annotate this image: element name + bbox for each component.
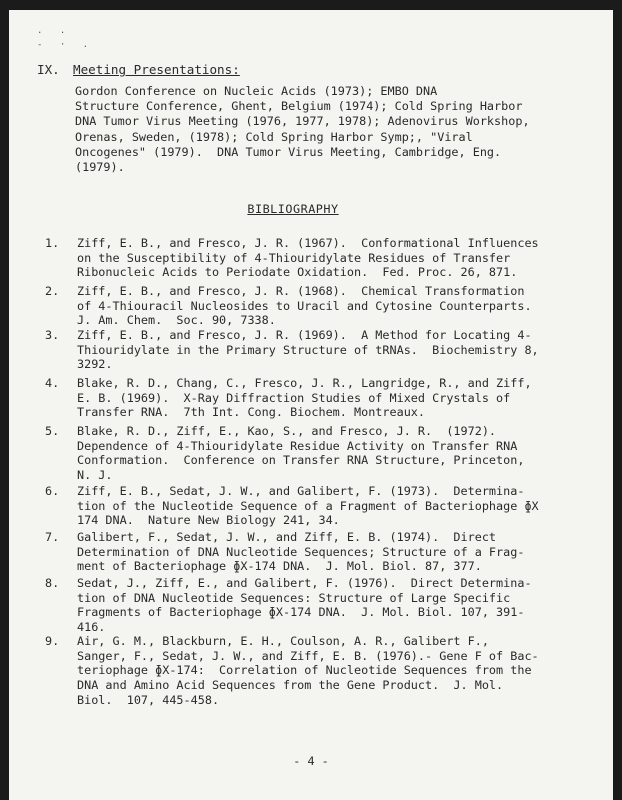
section-body: Gordon Conference on Nucleic Acids (1973); EMBO DNA Structure Conference, Ghent, Belgium (1974); Cold Spring Harbor DNA Tumor Virus Meeting (1976, 1977, 1978); Adenovirus Workshop, Orenas, Sweden, (1978); Cold Spring Harbor Symp;, "Viral Oncogenes" (1979). DNA Tumor Virus Meeting, Cambridge, Eng. (1979).: [75, 84, 530, 175]
reference-number: 6.: [45, 484, 60, 498]
reference-text: Ziff, E. B., Sedat, J. W., and Galibert, F. (1973). Determina- tion of the Nucleotide Sequence of a Fragment of Bacteriophage ɸX 174 DNA. Nature New Biology 241, 34.: [77, 484, 539, 528]
bibliography-heading: BIBLIOGRAPHY: [247, 202, 339, 216]
reference-number: 1.: [45, 236, 60, 250]
reference-text: Galibert, F., Sedat, J. W., and Ziff, E. B. (1974). Direct Determination of DNA Nucleotide Sequences; Structure of a Frag- ment of Bacteriophage ɸX-174 DNA. J. Mol. Biol. 87, 377.: [77, 530, 525, 574]
document-page: [9, 10, 613, 800]
reference-number: 8.: [45, 576, 60, 590]
reference-text: Ziff, E. B., and Fresco, J. R. (1968). Chemical Transformation of 4-Thiouracil Nucleosides to Uracil and Cytosine Counterparts. J. Am. Chem. Soc. 90, 7338.: [77, 284, 532, 328]
section-heading: [37, 62, 240, 77]
reference-number: 2.: [45, 284, 60, 298]
reference-item: [45, 284, 585, 328]
reference-item: [45, 576, 585, 635]
reference-number: 7.: [45, 530, 60, 544]
reference-text: Air, G. M., Blackburn, E. H., Coulson, A. R., Galibert F., Sanger, F., Sedat, J. W., and Ziff, E. B. (1976).- Gene F of Bac- teriophage ɸX-174: Correlation of Nucleotide Sequences from the DNA and Amino Acid Sequences from the Gene Product. J. Mol. Biol. 107, 445-458.: [77, 634, 539, 707]
reference-item: [45, 484, 585, 528]
reference-number: 3.: [45, 328, 60, 342]
reference-item: [45, 634, 585, 708]
reference-number: 9.: [45, 634, 60, 648]
reference-item: [45, 376, 585, 420]
reference-number: 4.: [45, 376, 60, 390]
reference-text: Blake, R. D., Ziff, E., Kao, S., and Fresco, J. R. (1972). Dependence of 4-Thiouridylate Residue Activity on Transfer RNA Conformation. Conference on Transfer RNA Structure, Princeton, N. J.: [77, 424, 525, 483]
reference-text: Blake, R. D., Chang, C., Fresco, J. R., Langridge, R., and Ziff, E. B. (1969). X-Ray Diffraction Studies of Mixed Crystals of Transfer RNA. 7th Int. Cong. Biochem. Montreaux.: [77, 376, 532, 420]
reference-text: Ziff, E. B., and Fresco, J. R. (1967). Conformational Influences on the Susceptibility of 4-Thiouridylate Residues of Transfer Ribonucleic Acids to Periodate Oxidation. Fed. Proc. 26, 871.: [77, 236, 539, 280]
reference-text: Sedat, J., Ziff, E., and Galibert, F. (1976). Direct Determina- tion of DNA Nucleotide Sequences: Structure of Large Specific Fragments of Bacteriophage ɸX-174 DNA. J. Mol. Biol. 107, 391- 416.: [77, 576, 532, 635]
reference-item: [45, 328, 585, 372]
section-title: Meeting Presentations:: [73, 62, 240, 77]
reference-item: [45, 530, 585, 574]
page-number: - 4 -: [293, 754, 329, 768]
scan-specks: . . - · .: [37, 26, 95, 50]
reference-item: [45, 424, 585, 483]
reference-number: 5.: [45, 424, 60, 438]
section-number: IX.: [37, 62, 60, 77]
reference-item: [45, 236, 585, 280]
reference-text: Ziff, E. B., and Fresco, J. R. (1969). A Method for Locating 4- Thiouridylate in the Primary Structure of tRNAs. Biochemistry 8, 3292.: [77, 328, 539, 372]
